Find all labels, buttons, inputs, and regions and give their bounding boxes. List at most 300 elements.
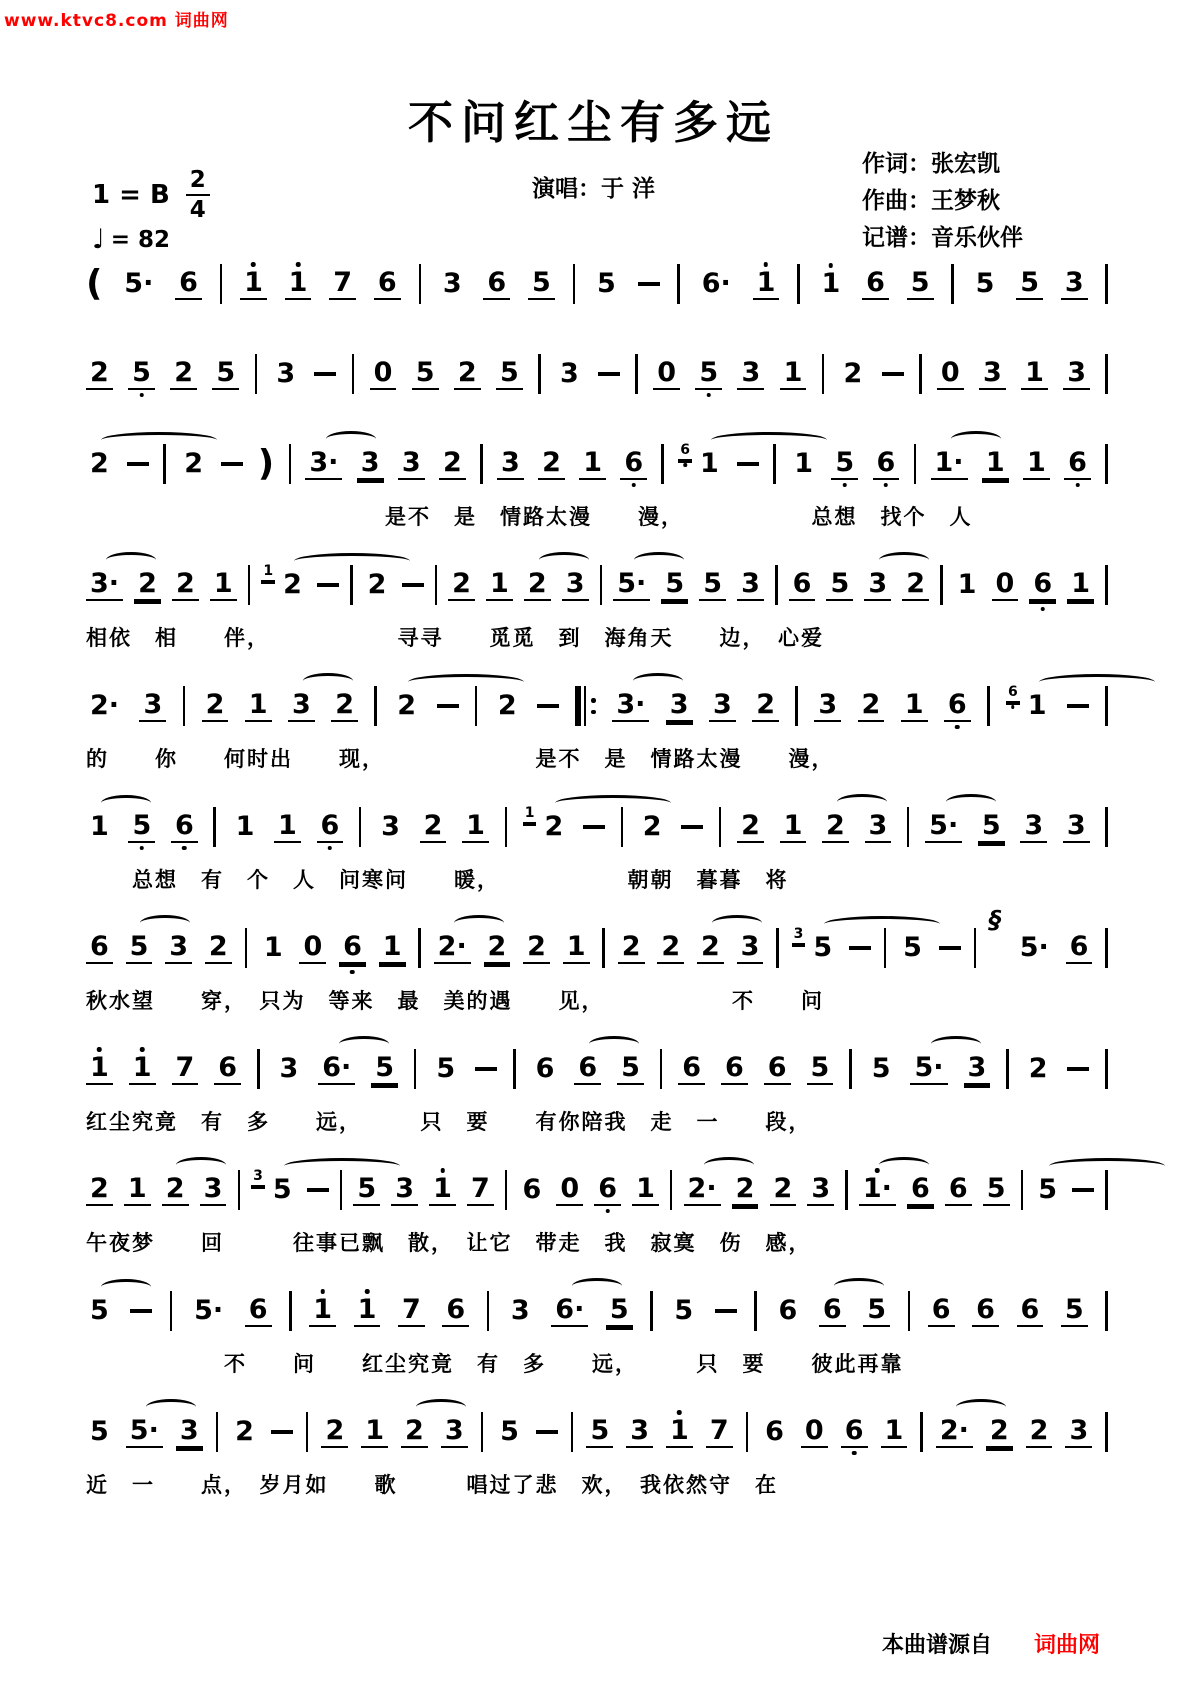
barline <box>248 565 251 605</box>
grace-note-group <box>523 804 568 842</box>
transcriber-credit: 记谱：音乐伙伴 <box>862 225 1023 251</box>
page-title: 不问红尘有多远 <box>407 96 779 149</box>
note: 3· <box>86 569 123 601</box>
note: 5 <box>1061 1295 1088 1327</box>
barline <box>1105 1291 1108 1331</box>
footer-site-link[interactable]: 词曲网 <box>1033 1633 1100 1658</box>
augmentation-dot: · <box>636 568 647 599</box>
note: 1 <box>753 268 780 300</box>
note-row <box>86 1287 1108 1335</box>
note: 5· <box>613 569 650 601</box>
note: 1 <box>240 268 267 300</box>
note: 3 <box>510 1295 530 1326</box>
note: 5· <box>1019 932 1049 963</box>
note: 7 <box>172 1053 199 1085</box>
barline <box>1105 565 1108 605</box>
barline <box>306 1412 309 1452</box>
system-10 <box>86 1287 1108 1378</box>
note: 2 <box>540 812 567 842</box>
system-3 <box>86 440 1108 531</box>
note: 2 <box>497 690 517 721</box>
note: 5· <box>126 1416 163 1448</box>
slur-arc <box>572 1278 622 1294</box>
barline <box>602 928 605 968</box>
barline <box>1006 1049 1009 1089</box>
note: 5 <box>586 1416 613 1448</box>
note: 6· <box>551 1295 588 1327</box>
note: 6 <box>214 1053 241 1085</box>
note: 6 <box>483 268 510 300</box>
note: 6 <box>789 569 816 601</box>
barline <box>849 1049 852 1089</box>
note: 3 <box>398 448 425 480</box>
note: 1 <box>982 448 1009 480</box>
segno-icon: § <box>988 904 1002 934</box>
note: 1· <box>859 1174 896 1206</box>
note: 2 <box>172 569 199 601</box>
note: 6 <box>317 811 344 843</box>
system-7 <box>86 904 1108 1015</box>
note: 5 <box>269 1175 296 1205</box>
augmentation-dot: · <box>958 1415 969 1446</box>
note: 5 <box>863 1295 890 1327</box>
barline <box>1021 1170 1024 1210</box>
note: 5 <box>826 569 853 601</box>
note: 3 <box>288 690 315 722</box>
barline <box>220 264 223 304</box>
note: 3 <box>1020 811 1047 843</box>
note: 6 <box>765 1416 784 1447</box>
barline <box>538 354 541 394</box>
note: 1 <box>563 932 590 964</box>
barline <box>419 264 422 304</box>
note: 5 <box>1034 1175 1061 1205</box>
note: 2 <box>401 1416 428 1448</box>
note: 1 <box>274 811 301 843</box>
note: 5· <box>124 268 154 299</box>
note: 2 <box>538 448 565 480</box>
note: 5 <box>699 569 726 601</box>
rest-note: 0 <box>801 1416 828 1448</box>
repeat-dot <box>591 698 596 703</box>
note: 3 <box>737 358 764 390</box>
key-signature-row <box>92 168 210 222</box>
note: 6 <box>678 1053 705 1085</box>
note: 6 <box>944 690 971 722</box>
note-row <box>86 803 1108 851</box>
note: 3 <box>559 358 579 389</box>
tempo-marking <box>92 224 170 255</box>
note: 3 <box>1061 268 1088 300</box>
slur-arc <box>879 1157 929 1173</box>
barline <box>670 1170 673 1210</box>
note: 2· <box>684 1174 721 1206</box>
note: 5 <box>831 448 858 480</box>
note: 5 <box>617 1053 644 1085</box>
note: 5 <box>903 932 922 963</box>
note: 5 <box>86 1296 113 1326</box>
note: 6 <box>339 932 366 964</box>
note: 6 <box>1066 932 1093 964</box>
barline <box>661 444 664 484</box>
duration-dash <box>317 583 339 587</box>
note: 5· <box>194 1295 224 1326</box>
barline <box>1105 444 1108 484</box>
note: 6 <box>594 1174 621 1206</box>
slur-arc <box>834 1278 884 1294</box>
lyrics-row: 总想 有 个 人 问寒问 暖， 朝朝 暮暮 将 <box>86 868 789 892</box>
slur-arc <box>837 794 887 810</box>
note: 5 <box>978 811 1005 843</box>
system-4 <box>86 561 1108 652</box>
barline <box>754 1291 757 1331</box>
barline <box>352 354 355 394</box>
note: 6 <box>374 268 401 300</box>
barline <box>505 807 508 847</box>
augmentation-dot: · <box>148 1415 159 1446</box>
barline <box>213 807 216 847</box>
augmentation-dot: · <box>706 1173 717 1204</box>
augmentation-dot: · <box>953 447 964 478</box>
rest-note: 0 <box>653 358 680 390</box>
key-signature: 1 = B <box>92 180 170 211</box>
note: 1 <box>86 812 113 842</box>
note: 5 <box>674 1295 694 1326</box>
barline <box>907 807 910 847</box>
note: 2 <box>770 1174 797 1206</box>
note: 2 <box>170 358 197 390</box>
note: 6 <box>1029 569 1056 601</box>
augmentation-dot: · <box>456 931 467 962</box>
note-row <box>86 350 1108 398</box>
duration-dash <box>314 372 336 376</box>
note: 2 <box>321 1416 348 1448</box>
note: 3 <box>276 358 296 389</box>
barline <box>359 807 362 847</box>
note: 1 <box>780 358 807 390</box>
barline <box>773 444 776 484</box>
barline <box>238 1170 241 1210</box>
augmentation-dot: · <box>108 568 120 599</box>
tie-arc <box>1039 674 1155 690</box>
note-row <box>86 561 1108 609</box>
barline <box>677 264 680 304</box>
note: 5 <box>907 268 934 300</box>
lyrics-row: 是不 是 情路太漫 漫， 总想 找个 人 <box>86 505 973 529</box>
tie-arc <box>555 795 671 811</box>
note: 2 <box>454 358 481 390</box>
footer <box>0 1628 1100 1659</box>
slur-arc <box>951 431 1001 447</box>
note: 3 <box>176 1416 203 1448</box>
note: 2 <box>134 569 161 601</box>
note: 1 <box>1067 569 1094 601</box>
barline <box>245 928 248 968</box>
note: 1 <box>429 1174 456 1206</box>
barline <box>1105 928 1108 968</box>
lyrics-row: 不 问 红尘究竟 有 多 远， 只 要 彼此再靠 <box>86 1352 904 1376</box>
note: 6 <box>86 932 113 964</box>
note: 5 <box>695 358 722 390</box>
barline <box>1105 807 1108 847</box>
note: 3 <box>357 448 384 480</box>
duration-dash <box>939 946 961 950</box>
note: 2 <box>439 448 466 480</box>
barline <box>414 1049 417 1089</box>
note: 5 <box>807 1053 834 1085</box>
note: 1 <box>1024 691 1051 721</box>
note: 1 <box>1021 358 1048 390</box>
tie-arc <box>408 674 524 690</box>
lyrics-row: 近 一 点， 岁月如 歌 唱过了悲 欢， 我依然守 在 <box>86 1473 778 1497</box>
note: 3 <box>666 690 693 722</box>
note: 2 <box>843 358 863 389</box>
note-row <box>86 1166 1108 1214</box>
system-9 <box>86 1166 1108 1257</box>
time-signature-denominator: 4 <box>189 197 206 224</box>
note: 6 <box>972 1295 999 1327</box>
duration-dash <box>475 1067 497 1071</box>
augmentation-dot: · <box>933 1052 944 1083</box>
barline <box>914 444 917 484</box>
note: 6 <box>1017 1295 1044 1327</box>
augmentation-dot: · <box>143 268 154 299</box>
rest-note: 0 <box>556 1174 583 1206</box>
grace-note-group <box>261 562 306 600</box>
barline <box>1105 264 1108 304</box>
duration-dash <box>849 946 871 950</box>
barline <box>621 807 624 847</box>
rest-note: 0 <box>370 358 397 390</box>
duration-dash <box>737 462 759 466</box>
note: 3 <box>709 690 736 722</box>
note: 6 <box>171 811 198 843</box>
intro-close-paren: ) <box>257 443 275 484</box>
slur-arc <box>704 1157 754 1173</box>
barline <box>635 354 638 394</box>
note: 5 <box>90 1416 109 1447</box>
note: 6 <box>764 1053 791 1085</box>
site-watermark: www.ktvc8.com 词曲网 <box>4 11 229 31</box>
repeat-dot <box>591 710 596 715</box>
note: 2 <box>697 932 724 964</box>
tie-arc <box>824 916 940 932</box>
note: 3 <box>441 1416 468 1448</box>
note: 3 <box>865 811 892 843</box>
note: 2 <box>1028 1053 1048 1084</box>
note-row <box>86 682 1108 730</box>
slur-arc <box>303 673 353 689</box>
note: 3 <box>1065 1416 1092 1448</box>
augmentation-dot: · <box>212 1295 224 1326</box>
barline <box>374 686 377 726</box>
system-8 <box>86 1045 1108 1136</box>
note: 1 <box>817 269 844 299</box>
barline <box>571 1412 574 1452</box>
note: 6 <box>175 268 202 300</box>
barline <box>1105 1412 1108 1452</box>
system-2 <box>86 350 1108 398</box>
note: 6 <box>928 1295 955 1327</box>
note: 3· <box>305 448 342 480</box>
note: 1 <box>901 690 928 722</box>
note: 3 <box>562 569 589 601</box>
augmentation-dot: · <box>947 810 959 841</box>
note: 3 <box>1063 358 1090 390</box>
barline <box>481 1412 484 1452</box>
note: 2· <box>90 690 120 721</box>
duration-dash <box>537 704 559 708</box>
barline <box>505 1170 508 1210</box>
note: 6 <box>841 1416 868 1448</box>
duration-dash <box>402 583 424 587</box>
barline <box>480 444 483 484</box>
barline <box>940 565 943 605</box>
barline <box>660 1049 663 1089</box>
slur-arc <box>712 915 762 931</box>
barline <box>822 354 825 394</box>
barline <box>775 565 778 605</box>
note: 3 <box>165 932 192 964</box>
note: 5 <box>809 933 836 963</box>
barline <box>289 1291 292 1331</box>
tie-arc <box>101 432 217 448</box>
credits-block <box>862 146 1023 257</box>
time-signature-numerator: 2 <box>186 168 210 196</box>
note: 2 <box>752 690 779 722</box>
note: 5 <box>353 1174 380 1206</box>
slur-arc <box>633 673 683 689</box>
footer-source-text: 本曲谱源自 <box>881 1633 992 1658</box>
note: 5 <box>212 358 239 390</box>
slur-arc <box>454 915 504 931</box>
grace-note: 6 <box>680 441 691 458</box>
lyrics-row: 午夜梦 回 往事已飘 散， 让它 带走 我 寂寞 伤 感， <box>86 1231 812 1255</box>
note: 2 <box>657 932 684 964</box>
note: 6 <box>721 1053 748 1085</box>
note: 2 <box>279 570 306 600</box>
note: 2· <box>936 1416 973 1448</box>
note: 5 <box>596 268 616 299</box>
barline <box>573 264 576 304</box>
barline <box>257 1049 260 1089</box>
note-row <box>86 904 1108 972</box>
tie-arc <box>711 432 827 448</box>
note: 1 <box>462 811 489 843</box>
note-row <box>86 1408 1108 1456</box>
note: 2 <box>331 690 358 722</box>
repeat-dots <box>591 698 596 714</box>
note: 5 <box>606 1295 633 1327</box>
augmentation-dot: · <box>328 447 339 478</box>
augmentation-dot: · <box>635 689 646 720</box>
note: 3 <box>864 569 891 601</box>
augmentation-dot: · <box>1038 932 1049 963</box>
note: 2 <box>737 811 764 843</box>
note: 5 <box>436 1053 456 1084</box>
note: 3 <box>139 690 166 722</box>
note: 5 <box>496 358 523 390</box>
note: 2 <box>393 691 420 721</box>
note: 1 <box>245 690 272 722</box>
barline <box>746 1412 749 1452</box>
grace-note-group <box>792 925 837 963</box>
note: 5 <box>128 358 155 390</box>
duration-dash <box>130 1309 152 1313</box>
note: 2 <box>86 1174 113 1206</box>
barline <box>216 1412 219 1452</box>
augmentation-dot: · <box>574 1294 585 1325</box>
note: 6 <box>442 1295 469 1327</box>
note: 5· <box>910 1053 947 1085</box>
barline <box>719 807 722 847</box>
note: 5 <box>983 1174 1010 1206</box>
note: 2 <box>420 811 447 843</box>
barline <box>475 686 478 726</box>
note: 2 <box>1026 1416 1053 1448</box>
note: 6 <box>945 1174 972 1206</box>
note: 5 <box>126 932 153 964</box>
note: 6 <box>245 1295 272 1327</box>
slur-arc <box>326 431 376 447</box>
augmentation-dot: · <box>881 1173 892 1204</box>
note: 2 <box>524 569 551 601</box>
augmentation-dot: · <box>108 690 120 721</box>
note: 3 <box>200 1174 227 1206</box>
grace-note: 6 <box>1008 683 1018 700</box>
note: 2· <box>434 932 471 964</box>
note: 1 <box>632 1174 659 1206</box>
barline <box>340 1170 343 1210</box>
note: 5 <box>528 268 555 300</box>
note: 2 <box>618 932 645 964</box>
note: 3 <box>626 1416 653 1448</box>
note: 1 <box>354 1295 381 1327</box>
note: 5· <box>925 811 962 843</box>
barline <box>776 928 779 968</box>
note: 2 <box>523 932 550 964</box>
system-6 <box>86 803 1108 894</box>
note: 6 <box>522 1174 542 1205</box>
note: 1 <box>361 1416 388 1448</box>
system-11 <box>86 1408 1108 1499</box>
barline <box>289 444 292 484</box>
slur-arc <box>956 1399 1006 1415</box>
note: 2 <box>902 569 929 601</box>
intro-open-paren: ( <box>86 263 103 304</box>
note: 1 <box>124 1174 151 1206</box>
note: 3 <box>497 448 524 480</box>
note: 3 <box>442 268 462 299</box>
note: 1 <box>86 1053 113 1085</box>
note: 1 <box>1023 448 1050 480</box>
duration-dash <box>1067 704 1089 708</box>
note: 3 <box>381 811 400 842</box>
barline <box>795 686 798 726</box>
barline <box>255 354 258 394</box>
note: 3 <box>737 569 764 601</box>
slur-arc <box>589 1036 639 1052</box>
slur-arc <box>946 794 996 810</box>
note: 1 <box>579 448 606 480</box>
note: 5 <box>871 1053 891 1084</box>
duration-dash <box>1067 1067 1089 1071</box>
barline <box>487 1291 490 1331</box>
lyrics-row: 的 你 何时出 现， 是不 是 情路太漫 漫， <box>86 747 835 771</box>
grace-note: 3 <box>253 1167 263 1184</box>
note: 6 <box>862 268 889 300</box>
duration-dash <box>681 825 703 829</box>
